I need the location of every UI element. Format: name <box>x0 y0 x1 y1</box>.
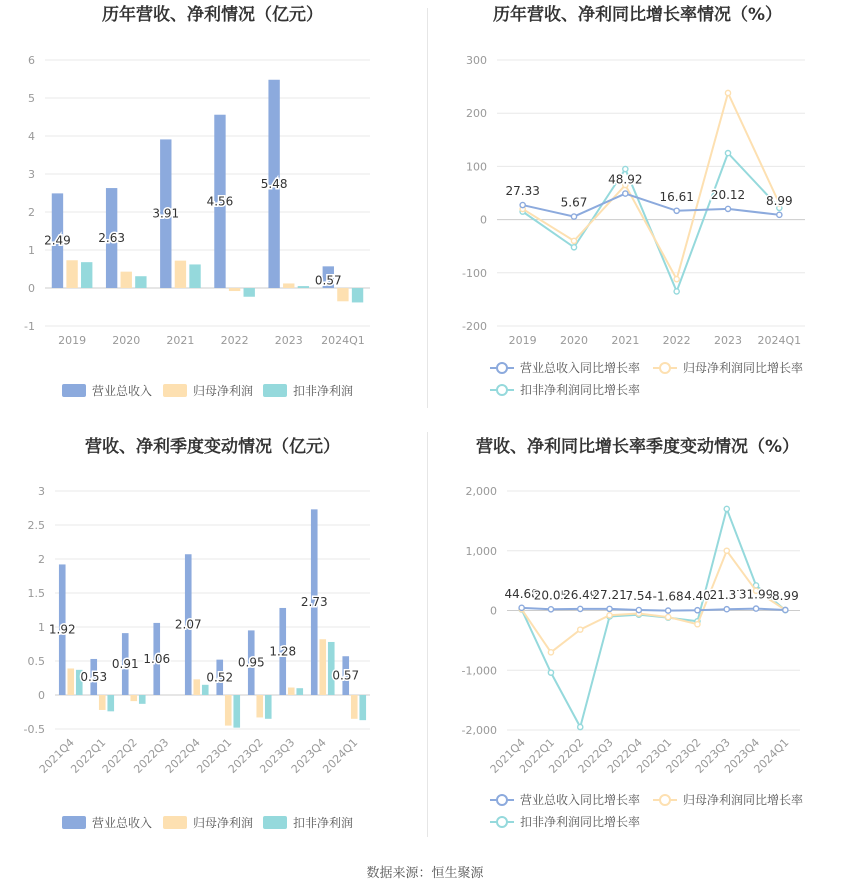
y-tick-label: 2,000 <box>465 485 497 498</box>
x-tick-label: 2022Q1 <box>517 735 558 776</box>
point-marker <box>623 191 628 196</box>
y-tick-label: 1.5 <box>27 587 45 600</box>
legend-marker <box>497 795 507 805</box>
x-tick-label: 2023 <box>274 334 303 347</box>
bar-deducted-net <box>107 695 114 711</box>
x-tick-label: 2019 <box>508 334 537 347</box>
x-tick-label: 2020 <box>560 334 588 347</box>
point-marker <box>666 608 671 613</box>
series-line-deducted-net <box>523 153 780 291</box>
point-marker <box>571 214 576 219</box>
x-tick-label: 2022Q1 <box>68 735 109 776</box>
legend-label: 扣非净利润同比增长率 <box>520 383 641 397</box>
data-label: 4.40 <box>684 589 711 604</box>
vertical-divider-bottom <box>427 432 428 837</box>
x-tick-label: 2024Q1 <box>321 334 365 347</box>
bar-parent-net <box>351 695 358 719</box>
legend-label: 归母净利润同比增长率 <box>683 793 804 807</box>
series-line-deducted-net <box>522 509 786 727</box>
bar-parent-net <box>130 695 137 701</box>
x-tick-label: 2023Q2 <box>225 735 266 776</box>
bar-deducted-net <box>81 262 92 288</box>
x-tick-label: 2022Q3 <box>575 735 616 776</box>
bar-parent-net <box>229 288 240 291</box>
annual-amount-chart <box>0 0 425 410</box>
x-tick-label: 2023Q2 <box>663 735 704 776</box>
data-label: 0.95 <box>237 655 265 670</box>
bar-deducted-net <box>265 695 272 719</box>
point-marker <box>578 606 583 611</box>
data-label: 20.12 <box>710 187 746 202</box>
point-marker <box>674 289 679 294</box>
legend-label: 归母净利润同比增长率 <box>683 361 804 375</box>
data-label: 2.73 <box>300 595 328 610</box>
y-tick-label: 0 <box>38 689 45 702</box>
x-tick-label: 2024Q1 <box>757 334 802 347</box>
y-tick-label: 5 <box>28 92 35 105</box>
bar-parent-net <box>193 679 200 695</box>
annual-growth-chart <box>425 0 850 410</box>
y-tick-label: 1,000 <box>465 544 497 558</box>
legend-label: 营业总收入 <box>92 384 153 398</box>
legend-marker <box>660 795 670 805</box>
data-label: 1.28 <box>269 644 297 659</box>
x-tick-label: 2021Q4 <box>487 735 528 776</box>
bar-deducted-net <box>244 288 255 297</box>
y-tick-label: 0 <box>28 282 35 295</box>
bar-deducted-net <box>202 685 209 695</box>
data-label: 16.61 <box>659 189 694 204</box>
x-tick-label: 2023Q4 <box>722 735 763 776</box>
legend-swatch <box>62 384 86 397</box>
y-tick-label: 2 <box>38 553 45 566</box>
x-tick-label: 2023Q1 <box>634 735 675 776</box>
y-tick-label: -1,000 <box>461 664 497 678</box>
point-marker <box>666 614 671 619</box>
x-tick-label: 2021 <box>611 334 640 347</box>
point-marker <box>607 613 612 618</box>
point-marker <box>548 607 553 612</box>
point-marker <box>724 548 729 553</box>
bar-parent-net <box>225 695 232 726</box>
y-tick-label: 300 <box>466 54 487 67</box>
bar-deducted-net <box>233 695 240 728</box>
x-tick-label: 2019 <box>58 334 87 347</box>
y-tick-label: 2 <box>28 206 35 219</box>
data-label: 4.56 <box>206 194 234 209</box>
data-label: 26.49 <box>563 587 598 602</box>
data-label: 8.99 <box>771 588 799 603</box>
x-tick-label: 2021 <box>166 334 195 347</box>
y-tick-label: 3 <box>38 485 45 498</box>
y-tick-label: 1 <box>28 244 35 257</box>
bar-deducted-net <box>189 264 200 288</box>
bar-parent-net <box>121 272 132 288</box>
data-label: 5.67 <box>560 195 588 210</box>
y-tick-label: 4 <box>28 130 35 143</box>
point-marker <box>571 238 576 243</box>
bar-parent-net <box>175 261 186 288</box>
x-tick-label: 2022 <box>662 334 691 347</box>
data-label: 8.99 <box>765 193 793 208</box>
data-label: 7.54 <box>625 589 653 604</box>
bar-parent-net <box>337 288 348 301</box>
y-tick-label: 0 <box>490 604 497 618</box>
x-tick-label: 2023 <box>714 334 742 347</box>
data-label: 21.37 <box>709 588 744 603</box>
annual-amount-svg <box>0 0 425 410</box>
point-marker <box>674 277 679 282</box>
legend-label: 营业总收入同比增长率 <box>520 361 641 375</box>
data-label: 31.99 <box>738 587 774 602</box>
data-label: 20.05 <box>533 588 569 603</box>
point-marker <box>674 208 679 213</box>
legend-marker <box>660 363 670 373</box>
point-marker <box>695 608 700 613</box>
data-label: 0.52 <box>206 670 234 685</box>
point-marker <box>623 166 628 171</box>
point-marker <box>548 670 553 675</box>
point-marker <box>724 607 729 612</box>
y-tick-label: 6 <box>28 54 35 67</box>
chart-title: 营收、净利同比增长率季度变动情况（%） <box>475 437 800 457</box>
chart-title: 历年营收、净利同比增长率情况（%） <box>492 5 783 25</box>
point-marker <box>607 606 612 611</box>
data-label: 27.21 <box>592 587 627 602</box>
legend-label: 扣非净利润同比增长率 <box>520 815 641 829</box>
bar-deducted-net <box>298 286 309 288</box>
x-tick-label: 2023Q4 <box>288 735 329 776</box>
x-tick-label: 2023Q3 <box>257 735 298 776</box>
bar-deducted-net <box>135 276 146 288</box>
x-tick-label: 2023Q1 <box>194 735 235 776</box>
legend-swatch <box>163 816 187 829</box>
legend-swatch <box>263 816 287 829</box>
point-marker <box>725 206 730 211</box>
legend-label: 营业总收入同比增长率 <box>520 793 641 807</box>
bar-deducted-net <box>139 695 146 704</box>
data-label: 1.92 <box>48 622 76 637</box>
annual-growth-svg <box>425 0 850 410</box>
x-tick-label: 2022Q4 <box>604 735 645 776</box>
point-marker <box>578 627 583 632</box>
point-marker <box>777 212 782 217</box>
x-tick-label: 2022Q2 <box>99 735 140 776</box>
y-tick-label: 1 <box>38 621 45 634</box>
x-tick-label: 2022 <box>220 334 249 347</box>
data-label: 1.06 <box>143 651 171 666</box>
legend-marker <box>497 817 507 827</box>
x-tick-label: 2020 <box>112 334 141 347</box>
data-label: 44.68 <box>504 586 539 601</box>
bar-parent-net <box>67 668 74 695</box>
y-tick-label: 2.5 <box>27 519 45 532</box>
data-label: 3.91 <box>152 206 180 221</box>
y-tick-label: 100 <box>466 160 487 174</box>
legend-marker <box>497 385 507 395</box>
legend-label: 营业总收入 <box>92 816 153 830</box>
x-tick-label: 2022Q2 <box>546 735 587 776</box>
x-tick-label: 2021Q4 <box>36 735 77 776</box>
point-marker <box>520 202 525 207</box>
data-label: 27.33 <box>505 184 540 199</box>
point-marker <box>571 245 576 250</box>
quarterly-growth-chart <box>425 425 850 850</box>
data-label: 48.92 <box>608 172 643 187</box>
data-label: 0.91 <box>111 657 139 672</box>
data-label: 2.07 <box>174 617 202 632</box>
y-tick-label: -0.5 <box>23 723 45 736</box>
y-tick-label: -2,000 <box>461 724 497 737</box>
y-tick-label: -100 <box>462 266 487 280</box>
point-marker <box>725 90 730 95</box>
chart-title: 历年营收、净利情况（亿元） <box>102 5 323 25</box>
x-tick-label: 2022Q3 <box>131 735 172 776</box>
bar-deducted-net <box>296 688 303 695</box>
x-tick-label: 2022Q4 <box>162 735 203 776</box>
bar-parent-net <box>66 260 77 288</box>
series-line-parent-net <box>523 93 780 279</box>
data-label: 2.63 <box>98 231 125 246</box>
bar-deducted-net <box>359 695 366 720</box>
data-label: 0.57 <box>332 668 360 683</box>
point-marker <box>636 607 641 612</box>
bar-parent-net <box>283 283 294 288</box>
data-label: -1.68 <box>652 589 684 604</box>
data-label: 0.53 <box>80 669 108 684</box>
point-marker <box>725 151 730 156</box>
point-marker <box>695 622 700 627</box>
legend-swatch <box>163 384 187 397</box>
y-tick-label: 200 <box>466 107 487 121</box>
point-marker <box>783 607 788 612</box>
data-source: 数据来源：恒生聚源 <box>366 866 484 881</box>
bar-deducted-net <box>352 288 363 302</box>
bar-parent-net <box>99 695 106 710</box>
bar-parent-net <box>256 695 263 717</box>
data-label: 0.57 <box>314 273 342 288</box>
point-marker <box>519 605 524 610</box>
bar-parent-net <box>319 639 326 695</box>
legend-label: 归母净利润 <box>193 816 254 830</box>
data-label: 5.48 <box>260 176 288 191</box>
x-tick-label: 2024Q1 <box>320 735 361 776</box>
y-tick-label: 0.5 <box>27 655 45 668</box>
y-tick-label: -1 <box>24 320 35 333</box>
x-tick-label: 2023Q3 <box>692 735 733 776</box>
legend-swatch <box>62 816 86 829</box>
point-marker <box>548 650 553 655</box>
point-marker <box>578 724 583 729</box>
data-label: 2.49 <box>44 233 71 248</box>
legend-label: 扣非净利润 <box>293 816 354 830</box>
point-marker <box>724 506 729 511</box>
legend-label: 扣非净利润 <box>293 384 354 398</box>
x-tick-label: 2024Q1 <box>751 735 792 776</box>
bar-parent-net <box>288 688 295 695</box>
point-marker <box>753 606 758 611</box>
quarterly-growth-svg <box>425 425 850 850</box>
legend-marker <box>497 363 507 373</box>
y-tick-label: 3 <box>28 168 35 181</box>
quarterly-amount-chart <box>0 425 425 850</box>
chart-title: 营收、净利季度变动情况（亿元） <box>85 437 340 457</box>
quarterly-amount-svg <box>0 425 425 850</box>
vertical-divider-top <box>427 8 428 408</box>
y-tick-label: 0 <box>480 213 487 227</box>
y-tick-label: -200 <box>462 320 487 333</box>
legend-swatch <box>263 384 287 397</box>
legend-label: 归母净利润 <box>193 384 254 398</box>
